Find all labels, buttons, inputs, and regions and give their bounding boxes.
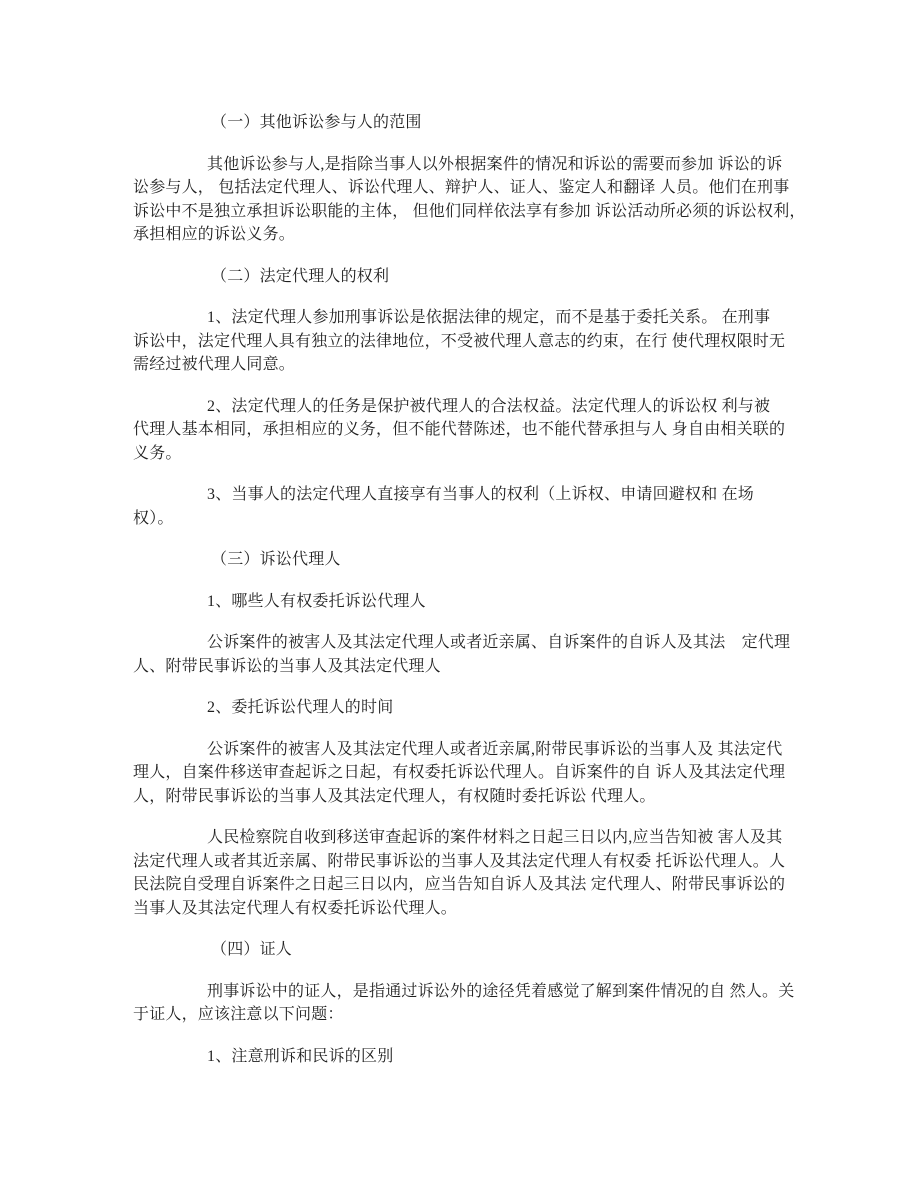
paragraph	[133, 1045, 793, 1069]
text-line: （四）证人	[211, 941, 293, 958]
paragraph	[133, 631, 793, 678]
paragraph	[133, 483, 793, 530]
paragraph	[133, 306, 793, 377]
text-line: 义务。	[133, 444, 182, 462]
text-line: 讼参与人， 包括法定代理人、诉讼代理人、辩护人、证人、鉴定人和翻译 人员。他们在刑事	[133, 179, 790, 196]
text-line: 1、哪些人有权委托诉讼代理人	[207, 592, 426, 610]
paragraph	[133, 826, 793, 920]
text-line: 理人，自案件移送审查起诉之日起，有权委托诉讼代理人。自诉案件的自 诉人及其法定代理	[133, 764, 786, 781]
text-line: （二）法定代理人的权利	[211, 267, 390, 285]
paragraph	[133, 738, 793, 809]
text-line: 其他诉讼参与人,是指除当事人以外根据案件的情况和诉讼的需要而参加 诉讼的诉	[207, 155, 783, 173]
text-line: 2、法定代理人的任务是保护被代理人的合法权益。法定代理人的诉讼权 利与被	[207, 397, 771, 415]
text-line: 1、法定代理人参加刑事诉讼是依据法律的规定，而不是基于委托关系。 在刑事	[207, 309, 771, 326]
text-line: 3、当事人的法定代理人直接享有当事人的权利（上诉权、申请回避权和 在场	[207, 486, 755, 503]
text-line: 1、注意刑诉和民诉的区别	[207, 1047, 394, 1065]
text-line: 法定代理人或者其近亲属、附带民事诉讼的当事人及其法定代理人有权委 托诉讼代理人。人	[133, 852, 786, 870]
text-line: 诉讼中，法定代理人具有独立的法律地位，不受被代理人意志的约束，在行 使代理权限时无	[133, 332, 786, 350]
paragraph	[133, 980, 793, 1027]
paragraph	[133, 696, 793, 720]
text-line: 诉讼中不是独立承担诉讼职能的主体， 但他们同样依法享有参加 诉讼活动所必须的诉讼权利，	[133, 202, 806, 220]
text-line: 代理人基本相同，承担相应的义务，但不能代替陈述，也不能代替承担与人 身自由相关联的	[133, 421, 786, 438]
text-line: （三）诉讼代理人	[211, 551, 341, 568]
document-body	[133, 111, 806, 1068]
text-line: 人、附带民事诉讼的当事人及其法定代理人	[133, 657, 441, 675]
text-line: 公诉案件的被害人及其法定代理人或者近亲属,附带民事诉讼的当事人及 其法定代	[207, 740, 783, 758]
text-line: 2、委托诉讼代理人的时间	[207, 699, 394, 716]
text-line: 权）。	[133, 509, 174, 527]
text-line: （一）其他诉讼参与人的范围	[211, 114, 422, 131]
section-heading	[133, 548, 793, 572]
text-line: 刑事诉讼中的证人，是指通过诉讼外的途径凭着感觉了解到案件情况的自 然人。关	[207, 982, 795, 1000]
text-line: 需经过被代理人同意。	[133, 356, 296, 373]
text-line: 人民检察院自收到移送审查起诉的案件材料之日起三日以内,应当告知被 害人及其	[207, 829, 783, 846]
section-heading	[133, 111, 793, 135]
section-heading	[133, 938, 793, 962]
paragraph	[133, 395, 793, 466]
text-line: 承担相应的诉讼义务。	[133, 226, 296, 243]
text-line: 当事人及其法定代理人有权委托诉讼代理人。	[133, 899, 458, 917]
text-line: 民法院自受理自诉案件之日起三日以内，应当告知自诉人及其法 定代理人、附带民事诉讼的	[133, 876, 786, 893]
text-line: 于证人，应该注意以下问题：	[133, 1006, 344, 1023]
paragraph	[133, 153, 806, 247]
text-line: 公诉案件的被害人及其法定代理人或者近亲属、自诉案件的自诉人及其法 定代理	[207, 634, 791, 651]
section-heading	[133, 265, 793, 289]
text-line: 人，附带民事诉讼的当事人及其法定代理人，有权随时委托诉讼 代理人。	[133, 787, 656, 805]
paragraph	[133, 590, 793, 614]
